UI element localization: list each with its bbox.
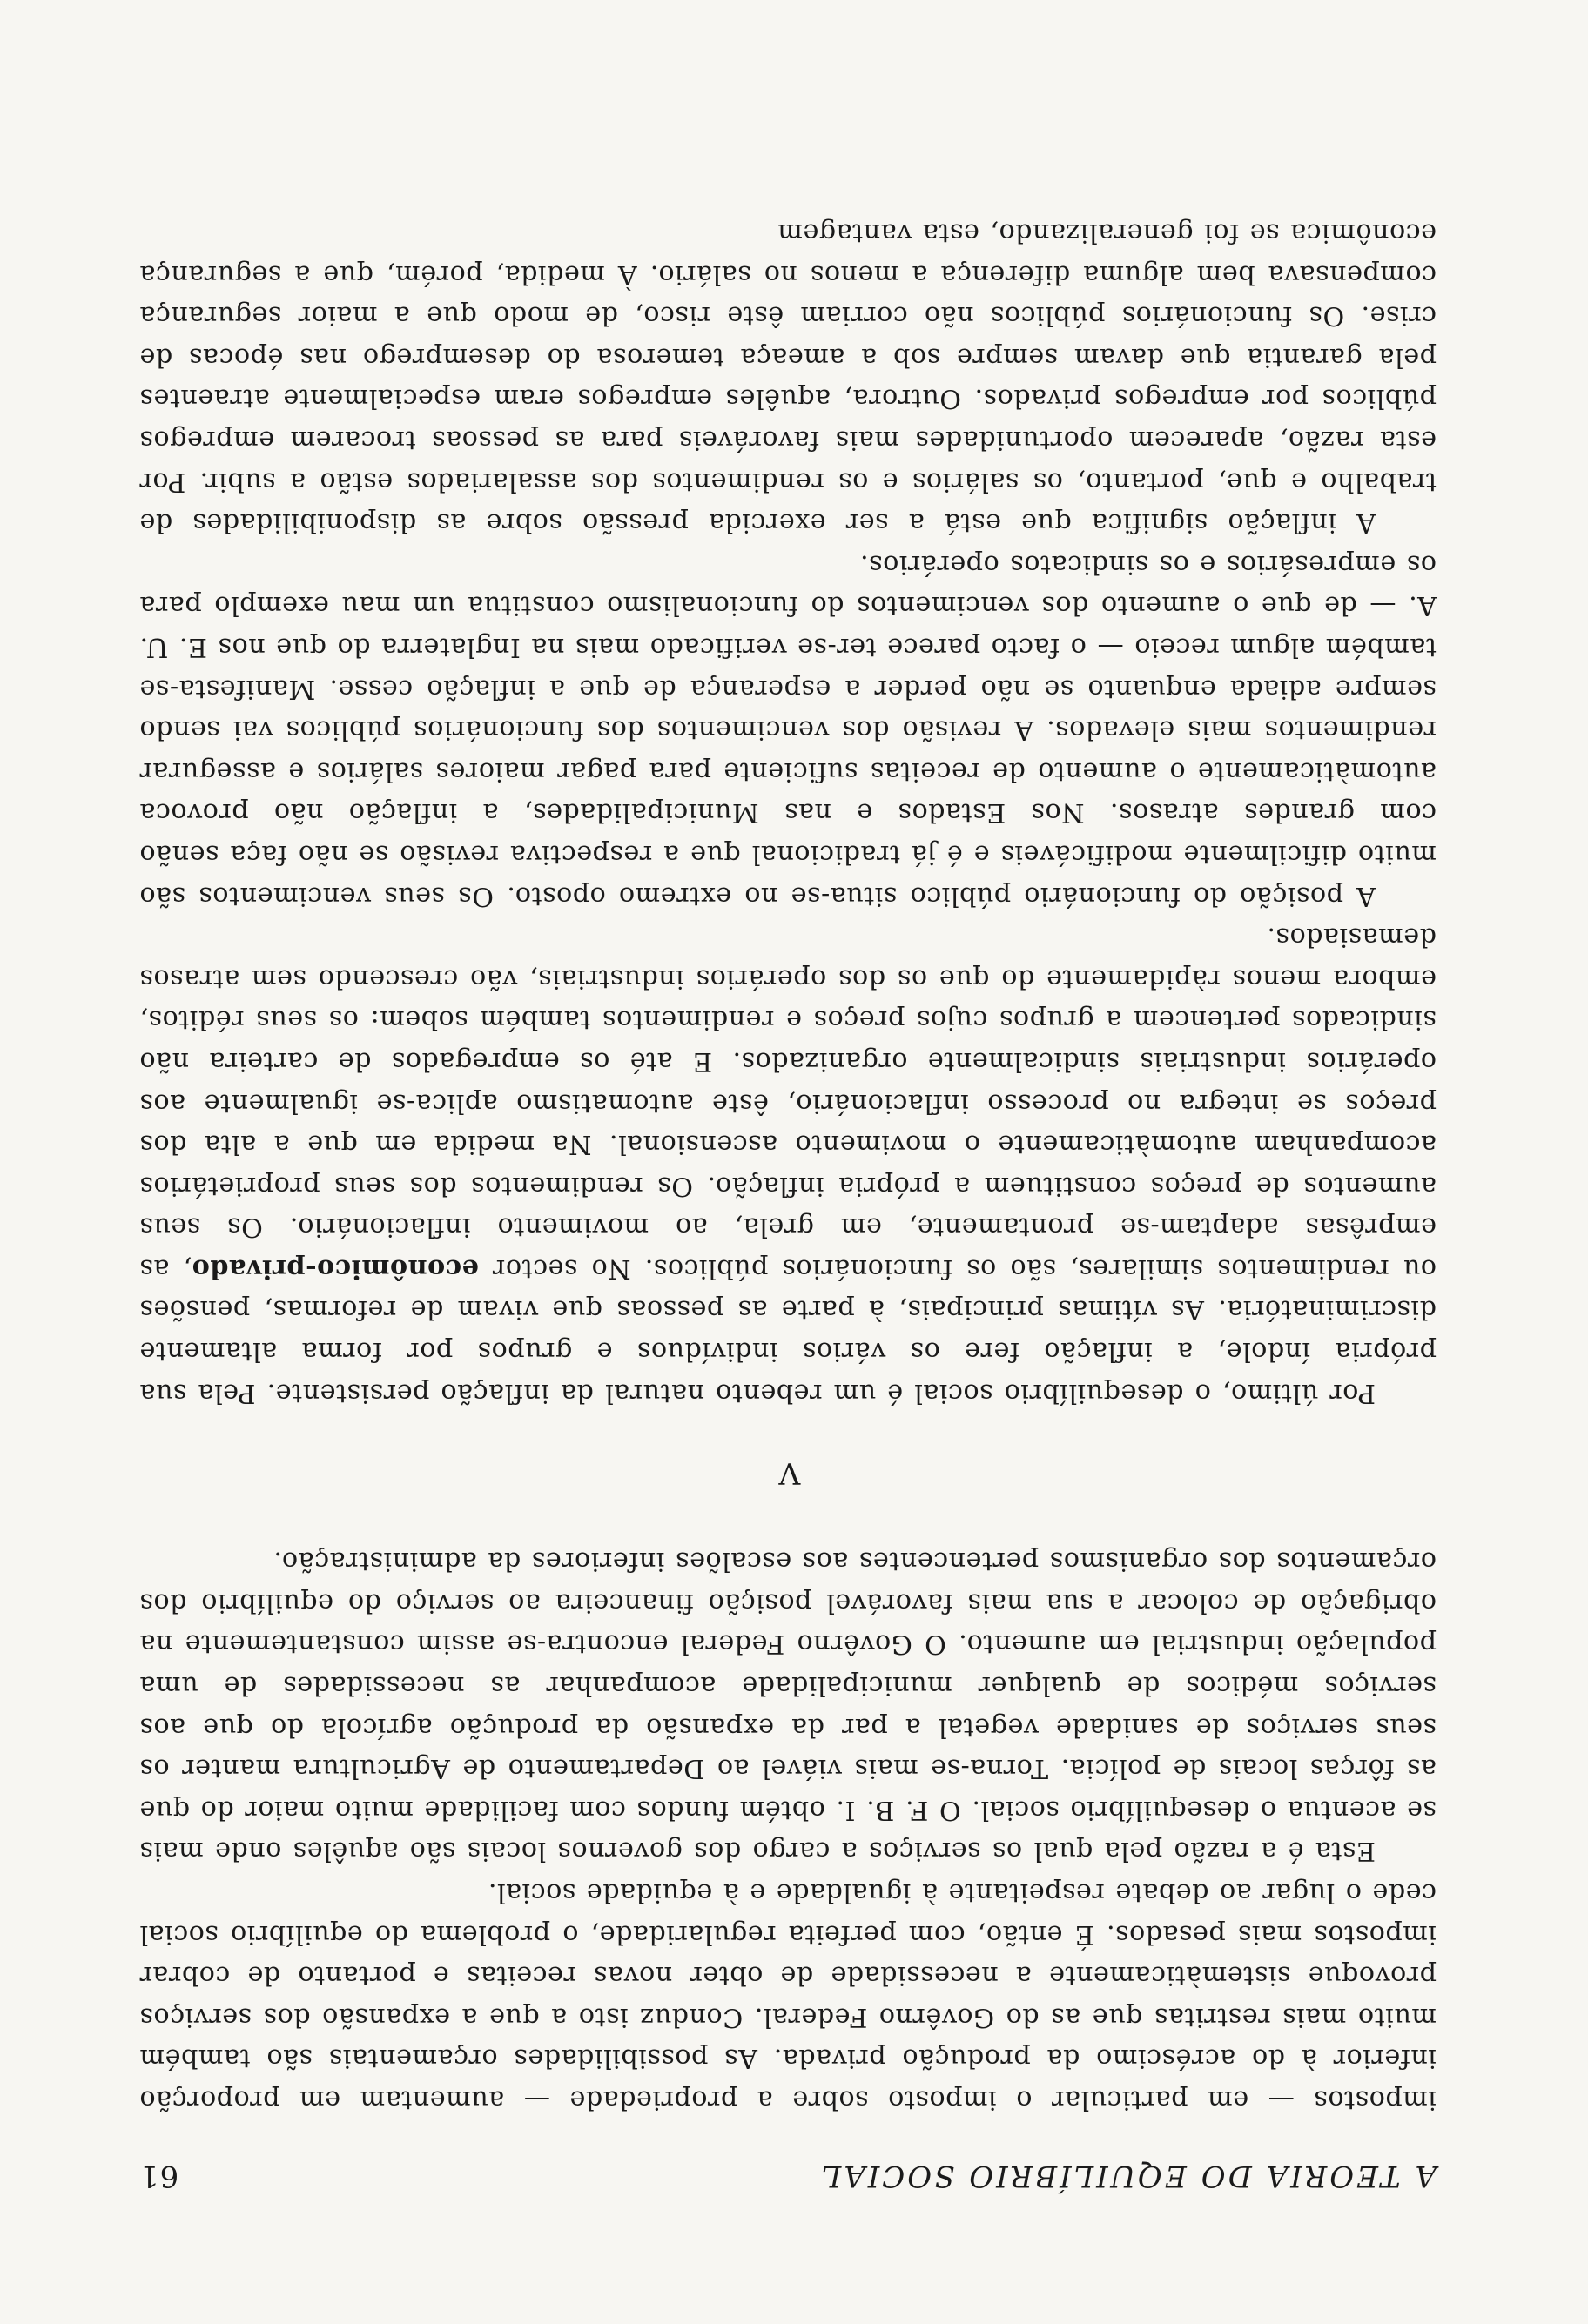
page-content: [139, 212, 1437, 2193]
paragraph-3-continuation: , as emprêsas adaptam-se prontamente, em grela, ao movimento inflacionário. Os seus aumentos de preços constituem a própria inflação. Os rendimentos dos seus proprietários acompanham automàticamente o movimento ascensional. Na medida em que a alta dos preços se integra no processo inflacionário, êste automatismo aplica-se igualmente aos operários industriais sindicalmente organizados. E até os empregados de carteira não sindicados pertencem a grupos cujos preços e rendimentos também sobem: os seus réditos, embora menos ràpidamente do que os dos operários industriais, vão crescendo sem atrasos demasiados.: [139, 922, 1437, 1284]
paragraph-3-bold-term: econômico-privado: [192, 1253, 479, 1284]
page-number: 61: [139, 2159, 179, 2193]
paragraph-3: [139, 917, 1437, 1414]
paragraph-4: A posição do funcionário público situa-se no extremo oposto. Os seus vencimentos são muito dificilmente modificáveis e é já tradicional que a respectiva revisão se não faça senão com grandes atrasos. Nos Estados e nas Municipalidades, a inflação não provoca automàticamente o aumento de receitas suficiente para pagar maiores salários e assegurar rendimentos mais elevados. A revisão dos vencimentos dos funcionários públicos vai sendo sempre adiada enquanto se não perder a esperança de que a inflação cesse. Manifesta-se também algum receio — o facto parece ter-se verificado mais na Inglaterra do que nos E. U. A. — de que o aumento dos vencimentos do funcionalismo constitua um mau exemplo para os empresários e os sindicatos operários.: [139, 548, 1437, 911]
running-header: [139, 2159, 1437, 2193]
paragraph-1: impostos — em particular o imposto sobre a propriedade — aumentam em proporção inferior à do acréscimo da produção privada. As possibilidades orçamentais são também muito mais restritas que as do Govêrno Federal. Conduz isto a que a expansão dos serviços provoque sistemàticamente a necessidade de obter novas receitas e portanto de cobrar impostos mais pesados. É então, com perfeita regularidade, o problema do equilíbrio social cede o lugar ao debate respeitante à igualdade e à equidade social.: [139, 1877, 1437, 2115]
section-heading: V: [775, 1454, 801, 1490]
running-title: A TEORIA DO EQUILÍBRIO SOCIAL: [818, 2159, 1437, 2193]
paragraph-3-text: Por último, o desequilíbrio social é um rebento natural da inflação persistente. Pela sua própria índole, a inflação fere os vários indivíduos e grupos por forma altamente discriminatória. As vítimas principais, à parte as pessoas que vivam de reformas, pensões ou rendimentos similares, são os funcionários públicos. No sector: [139, 1253, 1437, 1408]
paragraph-2: Esta é a razão pela qual os serviços a cargo dos governos locais são aquêles onde mais se acentua o desequilíbrio social. O F. B. I. obtém fundos com facilidade muito maior do que as fôrças locais de polícia. Torna-se mais viável ao Departamento de Agricultura manter os seus serviços de sanidade vegetal a par da expansão da produção agrícola do que aos serviços médicos de qualquer municipalidade acompanhar as necessidades de uma população industrial em aumento. O Govêrno Federal encontra-se assim constantemente na obrigação de colocar a sua mais favorável posição financeira ao serviço do equilíbrio dos orçamentos dos organismos pertencentes aos escalões inferiores da administração.: [139, 1546, 1437, 1867]
paragraph-5: A inflação significa que está a ser exercida pressão sobre as disponibilidades de trabalho e que, portanto, os salários e os rendimentos dos assalariados estão a subir. Por esta razão, aparecem oportunidades mais favoráveis para as pessoas trocarem empregos públicos por empregos privados. Outrora, aquêles empregos eram especialmente atraentes pela garantia que davam sempre sob a ameaça temerosa do desemprego nas épocas de crise. Os funcionários públicos não corriam êste risco, de modo que a maior segurança compensava bem alguma diferença a menos no salário. À medida, porém, que a segurança econômica se foi generalizando, esta vantagem: [139, 218, 1437, 539]
